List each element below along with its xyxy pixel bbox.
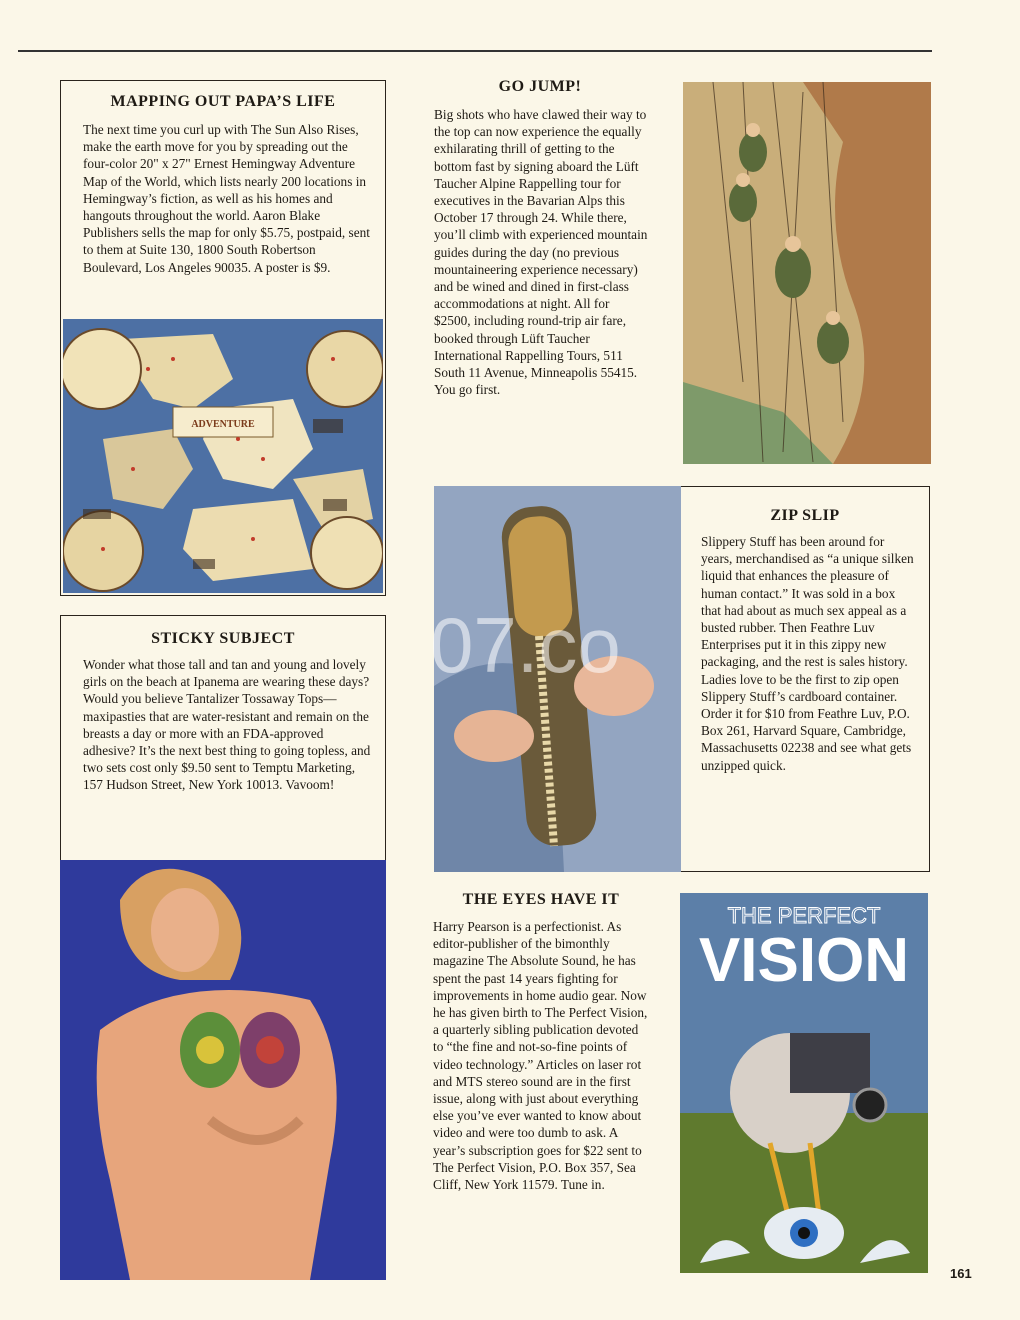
papa-text: The next time you curl up with The Sun Also Rises, make the earth move for you by spreading out the four-color 20" x 27" Ernest Hemingway Adventure Map of the World, which lists nearly 200 locations in Hemingway’s fiction, as well as his homes and hangouts throughout the world. Aaron Blake Publishers sells the map for only $5.75, postpaid, sent to them at Suite 130, 1800 South Robertson Boulevard, Los Angeles 90035. A poster is $9. bbox=[83, 122, 370, 275]
model-photo bbox=[60, 860, 386, 1280]
zip-text: Slippery Stuff has been around for years, merchandised as “a unique silken liquid that enhances the pleasure of human contact.” It was sold in a box that had about as much sex appeal as a busted rubber. Then Feathre Luv Enterprises put it in this zippy new packaging, and the rest is sales history. Ladies love to be the first to zip open Slippery Stuff’s cardboard container. Order it for $10 from Feathre Luv, P.O. Box 261, Harvard Square, Cambridge, Massachusetts 02238 and see what gets unzipped quick. bbox=[701, 534, 914, 773]
page-number: 161 bbox=[950, 1266, 972, 1281]
rappelling-illustration bbox=[683, 82, 931, 464]
watermark-text: 07.co bbox=[430, 601, 621, 689]
map-title-label: ADVENTURE bbox=[191, 419, 255, 430]
cover-title-main: VISION bbox=[698, 926, 910, 995]
sticky-text: Wonder what those tall and tan and young and lovely girls on the beach at Ipanema are wearing these days? Would you believe Tantalizer Tossaway Tops—maxipasties that are water-resistant and remain on the breasts a day or more with an FDA-approved adhesive? It’s the next best thing to going topless, and two sets cost only $9.50 sent to Temptu Marketing, 157 Hudson Street, New York 10013. Vavoom! bbox=[83, 657, 371, 793]
tossaway-tops-photo bbox=[60, 860, 386, 1280]
jump-title: GO JUMP! bbox=[498, 78, 582, 95]
cover-title-top: THE PERFECT bbox=[727, 903, 881, 928]
map-illustration bbox=[63, 319, 383, 593]
zip-article bbox=[681, 486, 930, 872]
climbers-drawing bbox=[683, 82, 931, 464]
jump-text: Big shots who have clawed their way to the top can now experience the equally exhilarating thrill of getting to the bottom fast by signing aboard the Lüft Taucher Alpine Rappelling tour for executives in the Bavarian Alps this October 17 through 24. While there, you’ll climb with experienced mountain guides during the day (no previous mountaineering experience necessary) and be wined and dined in first-class accommodations at night. All for $2500, including round-trip air fare, booked through Lüft Taucher International Rappelling Tours, 511 South 11 Avenue, Minneapolis 55415. You go first. bbox=[434, 107, 648, 398]
sticky-title: STICKY SUBJECT bbox=[151, 630, 295, 647]
eyes-title: THE EYES HAVE IT bbox=[462, 891, 620, 908]
papa-title: MAPPING OUT PAPA’S LIFE bbox=[110, 93, 336, 110]
perfect-vision-cover bbox=[680, 893, 928, 1273]
top-rule bbox=[18, 50, 932, 52]
sticky-article bbox=[60, 615, 386, 860]
hemingway-map-image bbox=[63, 319, 383, 593]
zip-title: ZIP SLIP bbox=[770, 507, 840, 524]
eyes-text: Harry Pearson is a perfectionist. As editor-publisher of the bimonthly magazine The Absolute Sound, he has spent the past 14 years fighting for improvements in home audio gear. Now he has given birth to The Perfect Vision, a quarterly sibling publication devoted to “the fine and not-so-fine points of video technology.” Articles on laser rot and MTS stereo sound are in the first issue, along with just about everything else you’ve ever wanted to know about video and were too dumb to ask. A year’s subscription goes for $22 sent to The Perfect Vision, P.O. Box 357, Sea Cliff, New York 11579. Tune in. bbox=[433, 919, 648, 1193]
magazine-cover-art bbox=[680, 893, 928, 1273]
papa-article bbox=[60, 80, 386, 596]
